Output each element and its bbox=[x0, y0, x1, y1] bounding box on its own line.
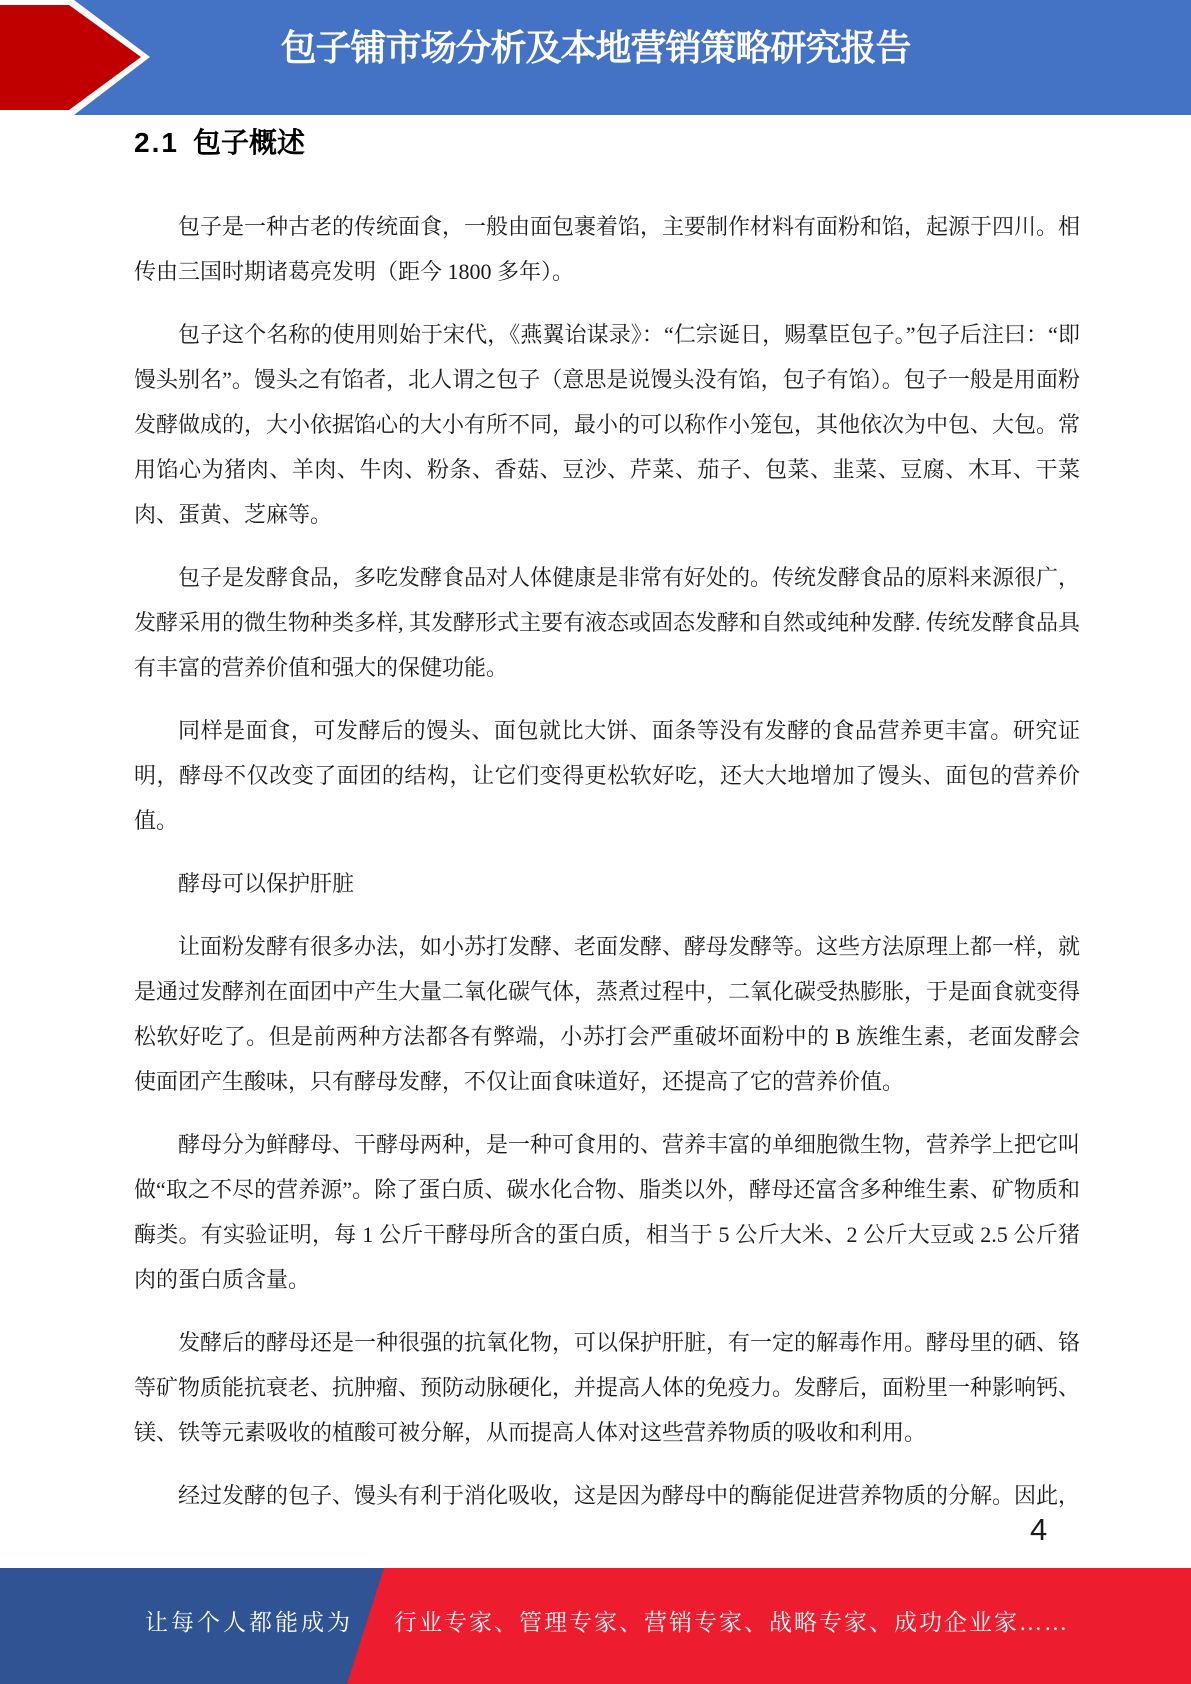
paragraph: 同样是面食，可发酵后的馒头、面包就比大饼、面条等没有发酵的食品营养更丰富。研究证明，酵母不仅改变了面团的结构，让它们变得更松软好吃，还大大地增加了馒头、面包的营养价值。 bbox=[134, 718, 1080, 833]
report-title: 包子铺市场分析及本地营销策略研究报告 bbox=[280, 27, 911, 68]
footer bbox=[0, 1568, 1191, 1684]
paragraph: 包子是一种古老的传统面食，一般由面包裹着馅，主要制作材料有面粉和馅，起源于四川。相传由三国时期诸葛亮发明（距今 1800 多年）。 bbox=[134, 214, 1081, 284]
page-number: 4 bbox=[1030, 1512, 1048, 1547]
section-title: 包子概述 bbox=[192, 127, 305, 158]
footer-slogan-left: 让每个人都能成为 bbox=[145, 1610, 353, 1635]
paragraph: 让面粉发酵有很多办法，如小苏打发酵、老面发酵、酵母发酵等。这些方法原理上都一样，就是通过发酵剂在面团中产生大量二氧化碳气体，蒸煮过程中，二氧化碳受热膨胀，于是面食就变得松软好吃了。但是前两种方法都各有弊端，小苏打会严重破坏面粉中的 B 族维生素，老面发酵会使面团产生酸味，只有酵母发酵，不仅让面食味道好，还提高了它的营养价值。 bbox=[134, 934, 1081, 1094]
paragraph: 发酵后的酵母还是一种很强的抗氧化物，可以保护肝脏，有一定的解毒作用。酵母里的硒、铬等矿物质能抗衰老、抗肿瘤、预防动脉硬化，并提高人体的免疫力。发酵后，面粉里一种影响钙、镁、铁等元素吸收的植酸可被分解，从而提高人体对这些营养物质的吸收和利用。 bbox=[134, 1330, 1081, 1445]
paragraph: 酵母分为鲜酵母、干酵母两种，是一种可食用的、营养丰富的单细胞微生物，营养学上把它叫做“取之不尽的营养源”。除了蛋白质、碳水化合物、脂类以外，酵母还富含多种维生素、矿物质和酶类。有实验证明，每 1 公斤干酵母所含的蛋白质，相当于 5 公斤大米、2 公斤大豆或 2.5 公斤猪肉的蛋白质含量。 bbox=[134, 1132, 1081, 1292]
paragraph: 经过发酵的包子、馒头有利于消化吸收，这是因为酵母中的酶能促进营养物质的分解。因此， bbox=[178, 1483, 1081, 1508]
paragraph: 包子是发酵食品，多吃发酵食品对人体健康是非常有好处的。传统发酵食品的原料来源很广，发酵采用的微生物种类多样, 其发酵形式主要有液态或固态发酵和自然或纯种发酵. 传统发酵食品具有丰富的营养价值和强大的保健功能。 bbox=[134, 565, 1081, 680]
body-content bbox=[134, 204, 1080, 1536]
footer-slogan-right: 行业专家、管理专家、营销专家、战略专家、成功企业家…… bbox=[394, 1610, 1069, 1635]
paragraph: 包子这个名称的使用则始于宋代，《燕翼诒谋录》：“仁宗诞日，赐羣臣包子。”包子后注曰：“即馒头别名”。馒头之有馅者，北人谓之包子（意思是说馒头没有馅，包子有馅）。包子一般是用面粉发酵做成的，大小依据馅心的大小有所不同，最小的可以称作小笼包，其他依次为中包、大包。常用馅心为猪肉、羊肉、牛肉、粉条、香菇、豆沙、芹菜、茄子、包菜、韭菜、豆腐、木耳、干菜肉、蛋黄、芝麻等。 bbox=[134, 322, 1081, 527]
section-number: 2.1 bbox=[134, 127, 179, 158]
header-banner bbox=[0, 0, 1191, 115]
paragraph: 酵母可以保护肝脏 bbox=[178, 871, 355, 896]
section-heading bbox=[134, 126, 305, 160]
